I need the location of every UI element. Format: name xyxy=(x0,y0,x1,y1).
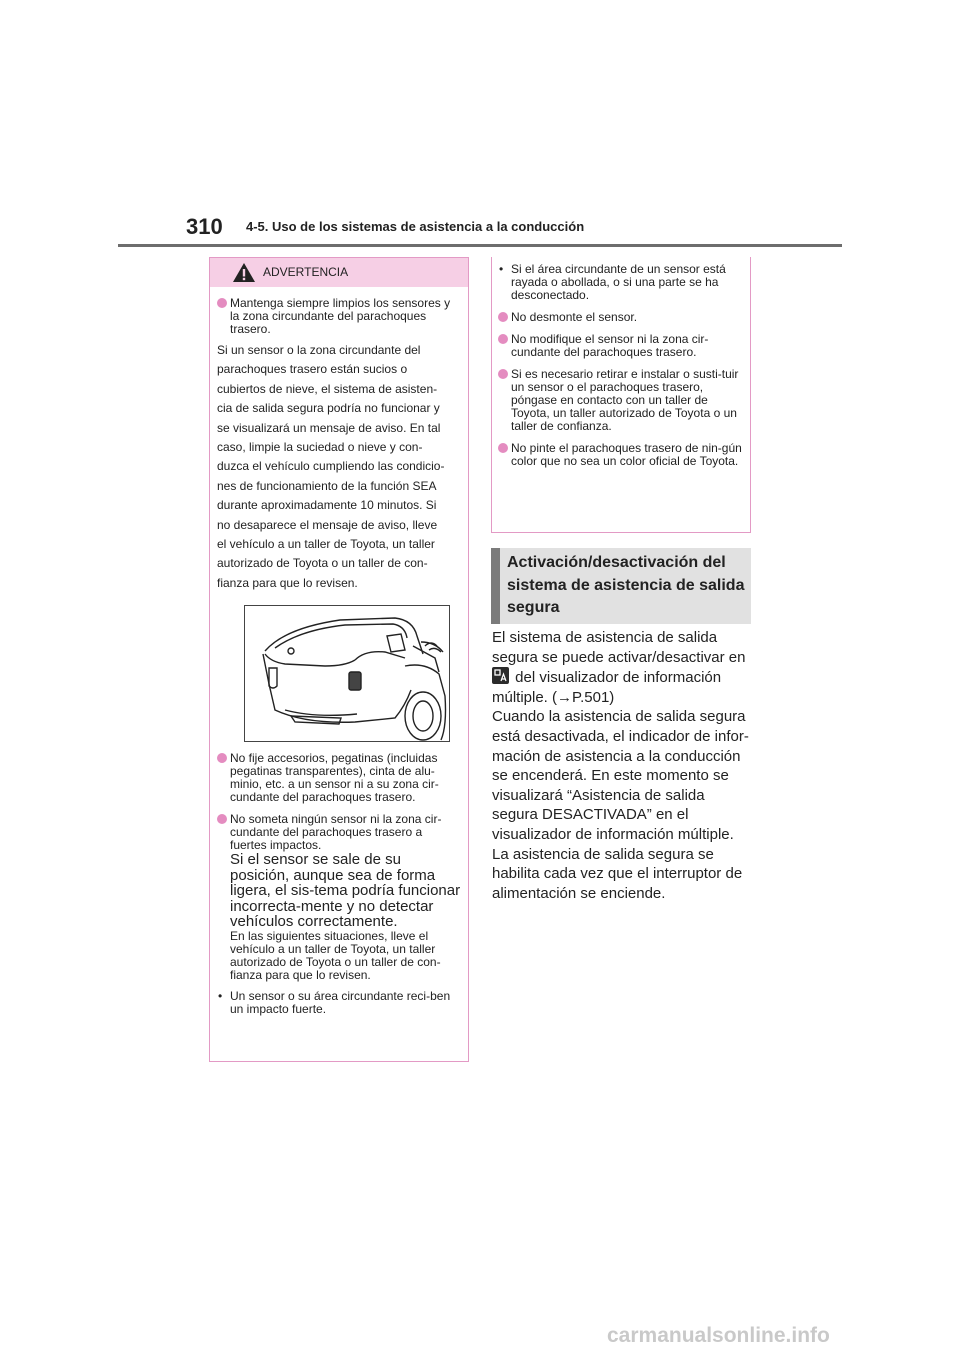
section-paragraph-2: Cuando la asistencia de salida segura está desactivada, el indicador de infor-mación de asistencia a la conducción se encenderá. En este momento se visualizará “Asistencia de salida segura DESACTIVADA” en el visualizador de información múltiple. La asistencia de salida segura se habilita cada vez que el interruptor de alimentación se enciende. xyxy=(492,708,749,902)
bullet-dot-icon xyxy=(498,334,508,344)
section-heading-box xyxy=(491,548,751,624)
vehicle-settings-icon xyxy=(492,667,509,684)
warning-bullet-modify: No modifique el sensor ni la zona cir-cundante del parachoques trasero. xyxy=(498,333,743,359)
page-number: 310 xyxy=(186,214,223,239)
watermark: carmanualsonline.info xyxy=(607,1324,830,1347)
bullet-dot-icon xyxy=(217,298,227,308)
bullet-dot-icon xyxy=(498,312,508,322)
bullet-dot-icon xyxy=(498,369,508,379)
warning-header xyxy=(210,258,468,287)
warning-emphasis: Si el sensor se sale de su posición, aunque sea de forma ligera, el sis-tema podría funcionar incorrecta-mente y no detectar vehículos correctamente. xyxy=(230,851,461,931)
warning-bullet-accessories: No fije accesorios, pegatinas (incluidas pegatinas transparentes), cinta de alu-minio, etc. a un sensor ni a su zona cir-cundante del parachoques trasero. xyxy=(217,752,462,804)
warning-dash-item: • Un sensor o su área circundante reci-ben un impacto fuerte. xyxy=(218,988,451,1016)
warning-situations: En las siguientes situaciones, lleve el vehículo a un taller de Toyota, un taller autorizado de Toyota o un taller de con-fianza para que lo revisen. xyxy=(230,928,441,982)
warning-bullet-replace: Si es necesario retirar e instalar o susti-tuir un sensor o el parachoques trasero, póngase en contacto con un taller de Toyota, un taller autorizado de Toyota o un taller de confianza. xyxy=(498,368,743,433)
warning-triangle-icon xyxy=(232,262,256,283)
section-heading-bar xyxy=(491,548,500,624)
rear-bumper-illustration xyxy=(244,605,450,742)
warning-bullet-paint: No pinte el parachoques trasero de nin-gún color que no sea un color oficial de Toyota. xyxy=(498,442,743,468)
warning-bullet-disassemble: No desmonte el sensor. xyxy=(498,311,743,324)
warning-paragraph: Si un sensor o la zona circundante del parachoques trasero están sucios o cubiertos de nieve, el sistema de asisten- cia de salida segura podría no funcionar y se visualizará un mensaje de aviso. En tal caso, limpie la suciedad o nieve y con- duzca el vehículo cumpliendo las condicio- nes de funcionamiento de la función SEA durante aproximadamente 10 minutos. Si no desaparece el mensaje de aviso, lleve el vehículo a un taller de Toyota, un taller autorizado de Toyota o un taller de con- fianza para que lo revisen. xyxy=(217,343,445,590)
section-paragraph-1: El sistema de asistencia de salida segura se puede activar/desactivar en del visualizador de información múltiple. (→P.501) xyxy=(492,629,746,706)
warning-box-continued xyxy=(491,257,751,533)
warning-bullet-impacts: No someta ningún sensor ni la zona cir-cundante del parachoques trasero a fuertes impactos. Si el sensor se sale de su posición, aunque sea de forma ligera, el sis-tema podría funcionar incorrecta-mente y no detectar vehículos correctamente. En las siguientes situaciones, lleve el vehículo a un taller de Toyota, un taller autorizado de Toyota o un taller de con-fianza para que lo revisen. xyxy=(217,813,462,982)
header-rule xyxy=(118,244,842,247)
bullet-dot-icon xyxy=(217,753,227,763)
car-rear-drawing xyxy=(245,606,449,741)
warning-box xyxy=(209,257,469,1062)
warning-title: ADVERTENCIA xyxy=(263,265,349,279)
warning-bullet-clean: Mantenga siempre limpios los sensores y la zona circundante del parachoques trasero. xyxy=(217,297,462,336)
section-title: 4-5. Uso de los sistemas de asistencia a la conducción xyxy=(246,219,585,234)
section-body xyxy=(492,628,754,903)
section-heading: Activación/desactivación del sistema de asistencia de salida segura xyxy=(507,554,745,616)
bullet-dot-icon xyxy=(217,814,227,824)
bullet-dot-icon xyxy=(498,443,508,453)
warning-dash-item: • Si el área circundante de un sensor está rayada o abollada, o si una parte se ha desconectado. xyxy=(499,262,726,302)
